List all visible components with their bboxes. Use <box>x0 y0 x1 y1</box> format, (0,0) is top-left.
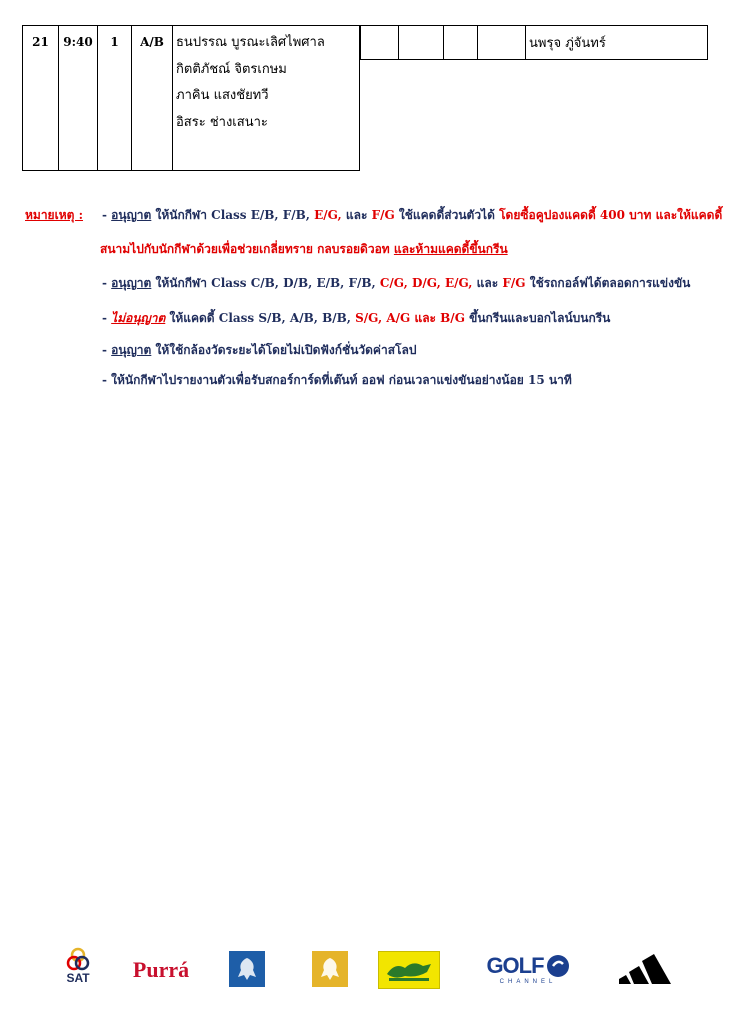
lion-emblem-icon <box>317 955 343 983</box>
player-name: นพรุจ ภู่จันทร์ <box>526 26 708 60</box>
note-text: - <box>102 343 112 357</box>
note-text: - <box>102 311 112 325</box>
note-line-3 <box>102 274 690 293</box>
note-keyword: ไม่อนุญาต <box>111 311 166 325</box>
player-name: ภาคิน แสงชัยทวี <box>176 88 269 103</box>
note-text: ขึ้นกรีนและบอกไลน์บนกรีน <box>464 311 611 325</box>
player-name: อิสระ ช่างเสนาะ <box>176 114 268 130</box>
note-text: และ <box>341 208 372 222</box>
note-text: และ <box>472 276 503 290</box>
sat-wordmark: SAT <box>66 971 90 985</box>
note-line-1 <box>102 206 722 225</box>
group-cell: 1 <box>98 26 132 171</box>
sat-rings-icon <box>63 946 93 972</box>
lion-emblem-icon <box>234 955 260 983</box>
note-text: - <box>102 276 112 290</box>
golf-channel-logo <box>472 952 584 988</box>
leo-emblem-icon <box>383 956 435 984</box>
note-text: ให้แคดดี้ Class S/B, A/B, B/B, <box>165 311 356 325</box>
note-keyword: อนุญาต <box>111 276 152 290</box>
singha-water-logo <box>229 951 265 987</box>
singha-logo <box>312 951 348 987</box>
hole-cell: 21 <box>23 26 59 171</box>
player-name: ธนปรรณ บูรณะเลิศไพศาล <box>176 35 325 50</box>
note-keyword: อนุญาต <box>111 343 152 357</box>
channel-wordmark: CHANNEL <box>499 979 557 985</box>
note-text: ใช้รถกอล์ฟได้ตลอดการแข่งขัน <box>525 276 691 290</box>
tee-cell: A/B <box>132 26 173 171</box>
leo-logo <box>378 951 440 989</box>
note-highlight: E/G, <box>314 208 342 222</box>
note-text: - <box>102 208 112 222</box>
adidas-stripes-icon <box>617 950 675 986</box>
golf-wordmark: GOLF <box>486 953 544 978</box>
time-cell: 9:40 <box>59 26 98 171</box>
empty-cell <box>444 26 478 60</box>
note-text: ให้นักกีฬา Class C/B, D/B, E/B, F/B, <box>151 276 380 290</box>
note-highlight: F/G <box>502 276 526 290</box>
right-schedule-table <box>360 25 708 60</box>
note-line-6: - ให้นักกีฬาไปรายงานตัวเพื่อรับสกอร์การ์ดที่เต๊นท์ ออฟ ก่อนเวลาแข่งขันอย่างน้อย 15 นาที <box>102 373 572 387</box>
notes-label: หมายเหตุ : <box>25 208 84 222</box>
note-highlight: S/G, A/G และ B/G <box>355 311 465 325</box>
table-row <box>23 26 360 171</box>
empty-cell <box>478 26 526 60</box>
note-line-5 <box>102 341 416 360</box>
note-text: ให้นักกีฬา Class E/B, F/B, <box>151 208 315 222</box>
note-line-4 <box>102 309 610 328</box>
note-line-2 <box>100 240 508 259</box>
note-keyword: อนุญาต <box>111 208 152 222</box>
schedule-table <box>22 25 360 171</box>
player-name: กิตติภัชณ์ จิตรเกษม <box>176 61 287 77</box>
note-highlight: สนามไปกับนักกีฬาด้วยเพื่อช่วยเกลี่ยทราย กลบรอยดิวอท <box>100 242 394 256</box>
sat-logo <box>58 942 98 988</box>
purra-logo <box>128 955 194 985</box>
note-text: ให้ใช้กล้องวัดระยะได้โดยไม่เปิดฟังก์ชั่นวัดค่าสโลป <box>151 343 417 357</box>
golf-ball-icon <box>546 954 570 978</box>
empty-cell <box>361 26 399 60</box>
table-row <box>361 26 708 60</box>
note-highlight: F/G <box>371 208 395 222</box>
note-highlight: และห้ามแคดดี้ขึ้นกรีน <box>393 242 508 256</box>
note-highlight: C/G, D/G, E/G, <box>379 276 473 290</box>
purra-wordmark: Purrá <box>132 957 190 982</box>
adidas-logo <box>617 950 675 986</box>
players-cell <box>173 26 360 171</box>
note-text: ใช้แคดดี้ส่วนตัวได้ <box>394 208 500 222</box>
empty-cell <box>399 26 444 60</box>
note-highlight: โดยซื้อคูปองแคดดี้ 400 บาท และให้แคดดี้ <box>499 208 723 222</box>
